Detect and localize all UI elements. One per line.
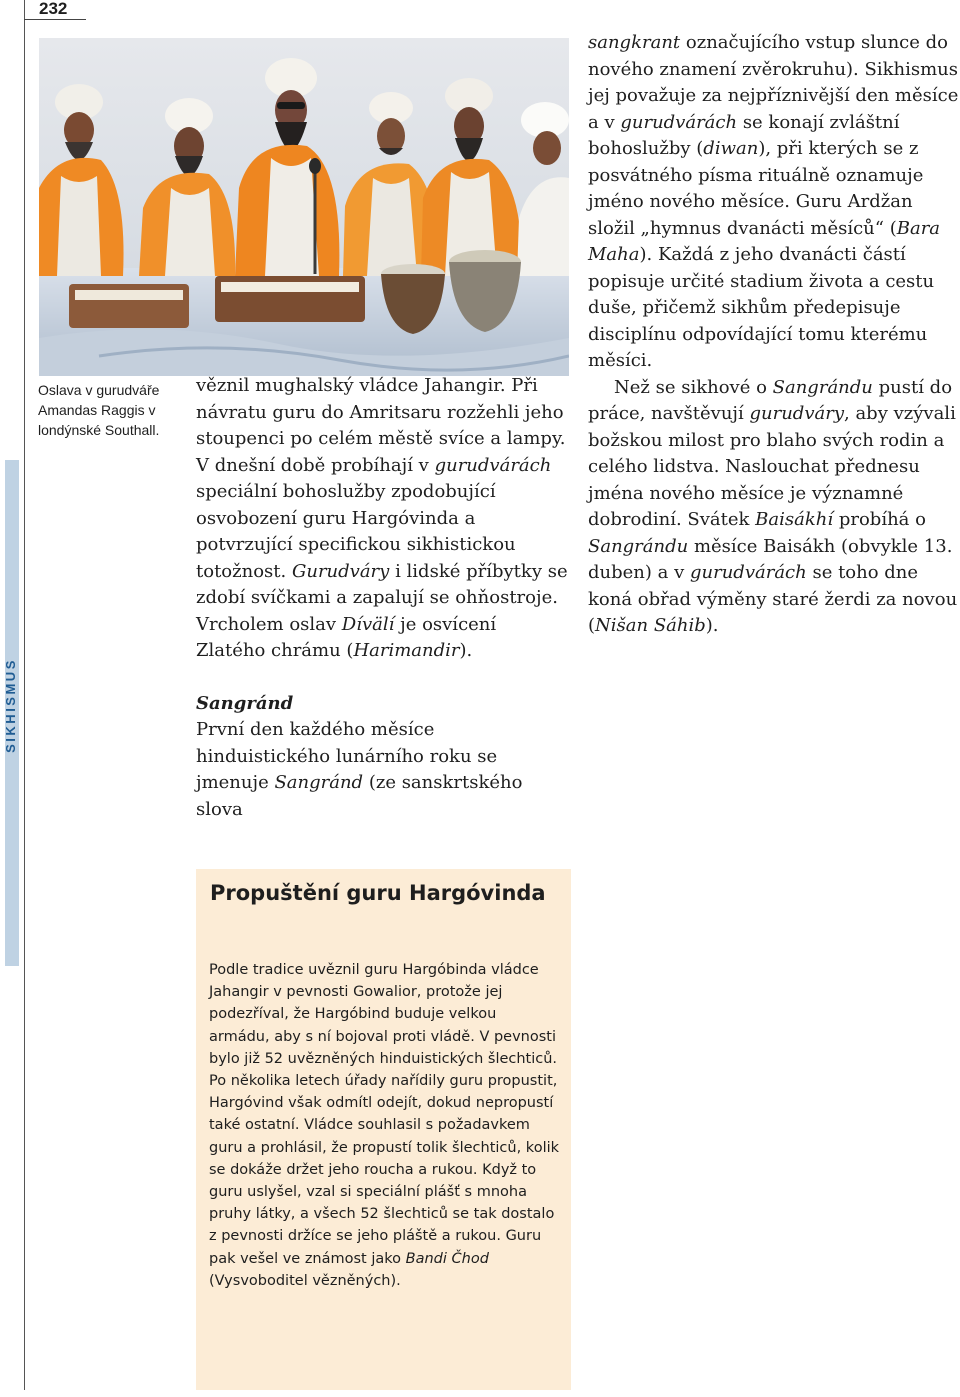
header-rule (24, 19, 86, 20)
sidebar-box-text: Podle tradice uvěznil guru Hargóbinda vládce Jahangir v pevnosti Gowalior, protože jej podezříval, že Hargóbind buduje velkou armádu, aby s ní bojoval proti vládě. V pevnosti bylo již 52 uvězněných hinduistických šlechticů. Po několika letech úřady nařídily guru propustit, Hargóvind však odmítl odejít, dokud nepropustí také ostatní. Vládce souhlasil s požadavkem guru a prohlásil, že propustí tolik šlechticů, kolik se dokáže držet jeho roucha a rukou. Když to guru uslyšel, vzal si speciální plášť s mnoha pruhy látky, a všech 52 šlechticů se tak dostalo z pevnosti držíce se jeho pláště a rukou. Guru pak vešel ve známost jako Bandi Čhod (Vysvoboditel vězněných). (209, 962, 560, 1289)
page-number: 232 (39, 0, 68, 18)
sidebar-box (196, 869, 571, 1390)
paragraph-sangrand: První den každého měsíce hinduistického lunárního roku se jmenuje Sangránd (ze sanskrtského slova (196, 719, 523, 820)
photo-illustration (39, 38, 569, 376)
left-margin-rule (24, 0, 25, 1390)
paragraph-baisakhi: Než se sikhové o Sangrándu pustí do práce, navštěvují gurudváry, aby vzývali božskou milost pro blaho svých rodin a celého lidstva. Naslouchat přednesu jména nového měsíce je významné dobrodiní. Svátek Baisákhí probíhá o Sangrándu měsíce Baisákh (obvykle 13. duben) a v gurudvárách se toho dne koná obřad výměny staré žerdi za novou (Nišan Sáhib). (588, 376, 958, 636)
sidebar-box-title: Propuštění guru Hargóvinda (210, 881, 546, 905)
right-column (588, 30, 960, 640)
paragraph-diwali: věznil mughalský vládce Jahangir. Při návratu guru do Amritsaru rozžehli jeho stoupenci po celém městě svíce a lampy. V dnešní době probíhají v gurudvárách speciální bohoslužby zpodobující osvobození guru Hargóvinda a potvrzující specifickou sikhistickou totožnost. Gurudváry i lidské příbytky se zdobí svíčkami a zapalují se ohňostroje. Vrcholem oslav Dívälí je osvícení Zlatého chrámu (Harimandir). (196, 375, 568, 661)
paragraph-sangkrant: sangkrant označujícího vstup slunce do nového znamení zvěrokruhu). Sikhismus jej považuje za nejpříznivější den měsíce a v gurudvárách se konají zvláštní bohoslužby (diwan), při kterých se z posvátného písma rituálně oznamuje jméno nového měsíce. Guru Ardžan složil „hymnus dvanácti měsíců“ (Bara Maha). Každá z jeho dvanácti částí popisuje určité stadium života a cestu duše, přičemž sikhům předepisuje disciplínu odpovídající tomu kterému měsíci. (588, 32, 959, 371)
middle-column (196, 373, 571, 823)
section-tab (0, 640, 20, 770)
photo-caption: Oslava v gurudváře Amandas Raggis v londýnské Southall. (38, 382, 160, 438)
subheading-sangrand: Sangránd (196, 692, 294, 714)
celebration-photo (39, 38, 569, 376)
section-tab-label: SIKHISMUS (2, 657, 18, 753)
